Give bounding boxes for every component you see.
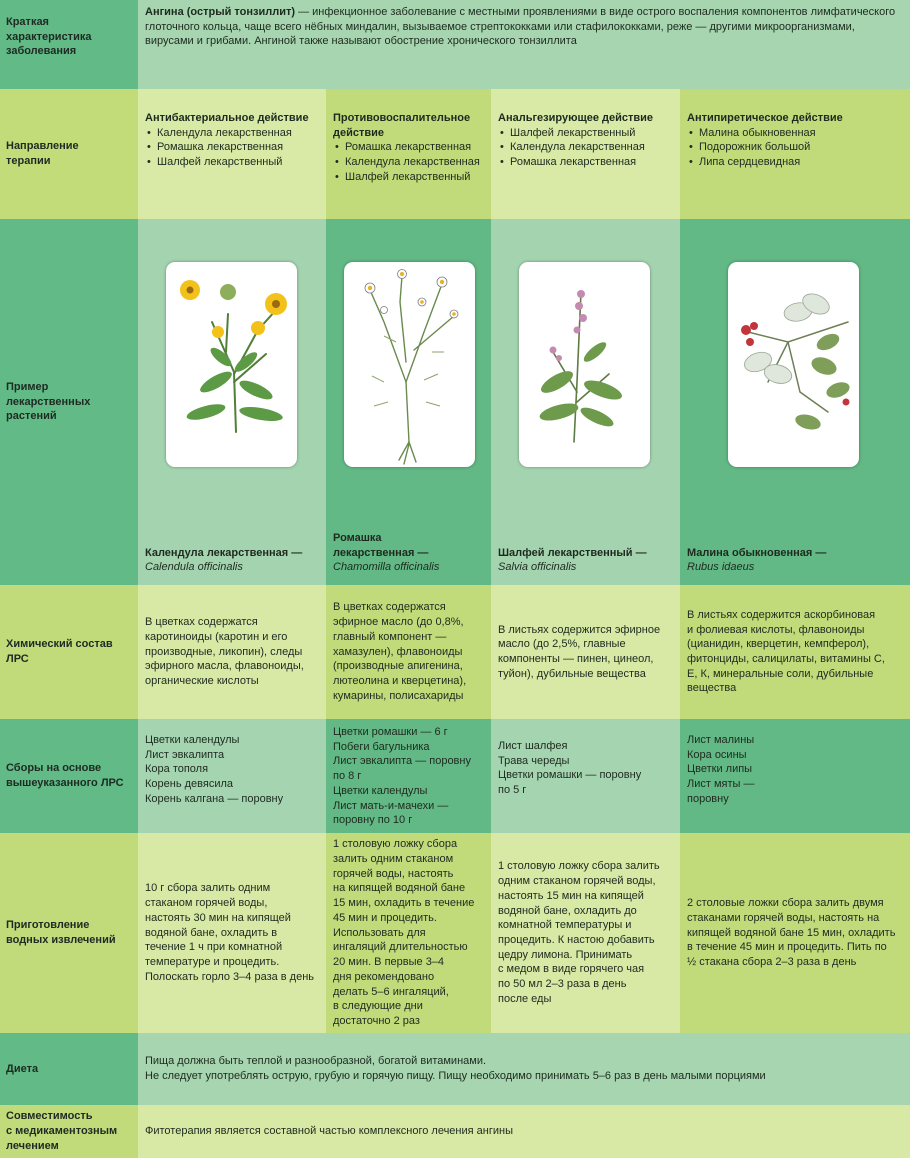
- calendula-illustration-icon: [166, 262, 297, 467]
- row-label-preparation: Приготовление водных извлечений: [0, 833, 138, 1033]
- collection-cell: Лист малины Кора осины Цветки липы Лист мяты — поровну: [680, 719, 910, 833]
- plant-name: Шалфей лекарственный —: [498, 546, 647, 559]
- therapy-list-item: • Липа сердцевидная: [687, 155, 843, 170]
- row-label-chemistry: Химический состав ЛРС: [0, 585, 138, 719]
- plant-card: [519, 262, 650, 467]
- therapy-list-item: • Ромашка лекарственная: [333, 140, 484, 155]
- preparation-cell: 1 столовую ложку сбора залить одним стаканом горячей воды, настоять на кипящей водяной бане 15 мин, охладить в течение 45 мин и процедить. Использовать для ингаляций длительностью 20 мин. В первые 3–4 дня рекомендовано делать 5–6 ингаляций, в следующие дни достаточно 2 раз: [326, 833, 491, 1033]
- plant-card: [728, 262, 859, 467]
- therapy-list-item: • Малина обыкновенная: [687, 126, 843, 141]
- therapy-column: [138, 89, 326, 219]
- row-summary: [0, 0, 910, 89]
- preparation-cell: 10 г сбора залить одним стаканом горячей воды, настоять 30 мин на кипящей водяной бане, охладить в течение 1 ч при комнатной температуре и процедить. Полоскать горло 3–4 раза в день: [138, 833, 326, 1033]
- plant-card: [344, 262, 475, 467]
- therapy-list-item: • Ромашка лекарственная: [145, 140, 309, 155]
- therapy-title: Антибактериальное действие: [145, 112, 309, 124]
- row-label-therapy: Направление терапии: [0, 89, 138, 219]
- therapy-list-item: • Календула лекарственная: [145, 126, 309, 141]
- therapy-column: [326, 89, 491, 219]
- plant-cell: [680, 219, 910, 585]
- preparation-cell: 2 столовые ложки сбора залить двумя стаканами горячей воды, настоять на кипящей водяной бане 15 мин, охладить в течение 45 мин и процедить. Пить по ½ стакана сбора 2–3 раза в день: [680, 833, 910, 1033]
- row-label-collections: Сборы на основе вышеуказанного ЛРС: [0, 719, 138, 833]
- sage-illustration-icon: [519, 262, 650, 467]
- therapy-list-item: • Шалфей лекарственный: [145, 155, 309, 170]
- therapy-title: Антипиретическое действие: [687, 112, 843, 124]
- row-label-diet: Диета: [0, 1033, 138, 1105]
- therapy-list-item: • Подорожник большой: [687, 140, 843, 155]
- row-therapy: [0, 89, 910, 219]
- row-chemistry: [0, 585, 910, 719]
- therapy-title: Анальгезирующее действие: [498, 112, 654, 124]
- chemistry-cell: В цветках содержатся эфирное масло (до 0,8%, главный компонент — хамазулен), флавоноиды (производные апигенина, лютеолина и кверцетина), кумарины, полисахариды: [326, 585, 491, 719]
- row-collections: [0, 719, 910, 833]
- row-preparation: [0, 833, 910, 1033]
- collection-cell: Цветки ромашки — 6 г Побеги багульника Лист эвкалипта — поровну по 8 г Цветки календулы Лист мать-и-мачехи — поровну по 10 г: [326, 719, 491, 833]
- row-diet: [0, 1033, 910, 1105]
- therapy-list-item: • Календула лекарственная: [333, 155, 484, 170]
- therapy-list: [498, 126, 653, 170]
- plant-name: Ромашка лекарственная —: [333, 531, 429, 559]
- row-label-plants: Пример лекарственных растений: [0, 219, 138, 585]
- summary-paragraph: [145, 5, 903, 49]
- collection-cell: Цветки календулы Лист эвкалипта Кора тополя Корень девясила Корень калгана — поровну: [138, 719, 326, 833]
- chemistry-cell: В цветках содержатся каротиноиды (каротин и его производные, ликопин), следы эфирного масла, флавоноиды, органические кислоты: [138, 585, 326, 719]
- plant-latin-name: Calendula officinalis: [145, 561, 243, 574]
- plant-latin-name: Salvia officinalis: [498, 561, 577, 574]
- plant-card: [166, 262, 297, 467]
- plant-cell: [138, 219, 326, 585]
- row-compatibility: [0, 1105, 910, 1158]
- therapy-list-item: • Ромашка лекарственная: [498, 155, 653, 170]
- chemistry-cell: В листьях содержится эфирное масло (до 2,5%, главные компоненты — пинен, цинеол, туйон), дубильные вещества: [491, 585, 680, 719]
- therapy-title: Противовоспалительное действие: [333, 112, 471, 139]
- plant-cell: [491, 219, 680, 585]
- row-plants: [0, 219, 910, 585]
- therapy-list: [687, 126, 843, 170]
- plant-latin-name: Chamomilla officinalis: [333, 561, 440, 574]
- disease-title: Ангина (острый тонзиллит): [145, 6, 296, 18]
- plant-name: Малина обыкновенная —: [687, 546, 827, 559]
- plant-cell: [326, 219, 491, 585]
- compatibility-cell: Фитотерапия является составной частью комплексного лечения ангины: [138, 1105, 910, 1158]
- chamomile-illustration-icon: [344, 262, 475, 467]
- collection-cell: Лист шалфея Трава череды Цветки ромашки — поровну по 5 г: [491, 719, 680, 833]
- therapy-column: [491, 89, 680, 219]
- diet-cell: Пища должна быть теплой и разнообразной, богатой витаминами. Не следует употреблять острую, грубую и горячую пищу. Пищу необходимо принимать 5–6 раз в день малыми порциями: [138, 1033, 910, 1105]
- row-label-summary: Краткая характеристика заболевания: [0, 0, 138, 89]
- row-label-compatibility: Совместимость с медикаментозным лечением: [0, 1105, 138, 1158]
- disease-description: — инфекционное заболевание с местными проявлениями в виде острого воспаления компонентов лимфатического глоточного кольца, чаще всего нёбных миндалин, вызываемое стрептококками или стафилококками, реже — другими микроорганизмами, вирусами и грибами. Ангиной также называют обострение хронического тонзиллита: [145, 6, 896, 48]
- therapy-list: [333, 140, 484, 184]
- plant-latin-name: Rubus idaeus: [687, 561, 755, 574]
- therapy-list-item: • Шалфей лекарственный: [333, 170, 484, 185]
- chemistry-cell: В листьях содержится аскорбиновая и фолиевая кислоты, флавоноиды (цианидин, кверцетин, кемпферол), фитонциды, салицилаты, витамины С, Е, К, минеральные соли, дубильные вещества: [680, 585, 910, 719]
- raspberry-illustration-icon: [728, 262, 859, 467]
- therapy-list: [145, 126, 309, 170]
- therapy-list-item: • Шалфей лекарственный: [498, 126, 653, 141]
- therapy-list-item: • Календула лекарственная: [498, 140, 653, 155]
- therapy-column: [680, 89, 910, 219]
- plant-name: Календула лекарственная —: [145, 546, 303, 559]
- preparation-cell: 1 столовую ложку сбора залить одним стаканом горячей воды, настоять 15 мин на кипящей водяной бане, охладить до комнатной температуры и процедить. К настою добавить цедру лимона. Принимать с медом в виде горячего чая по 50 мл 2–3 раза в день после еды: [491, 833, 680, 1033]
- summary-cell: [138, 0, 910, 89]
